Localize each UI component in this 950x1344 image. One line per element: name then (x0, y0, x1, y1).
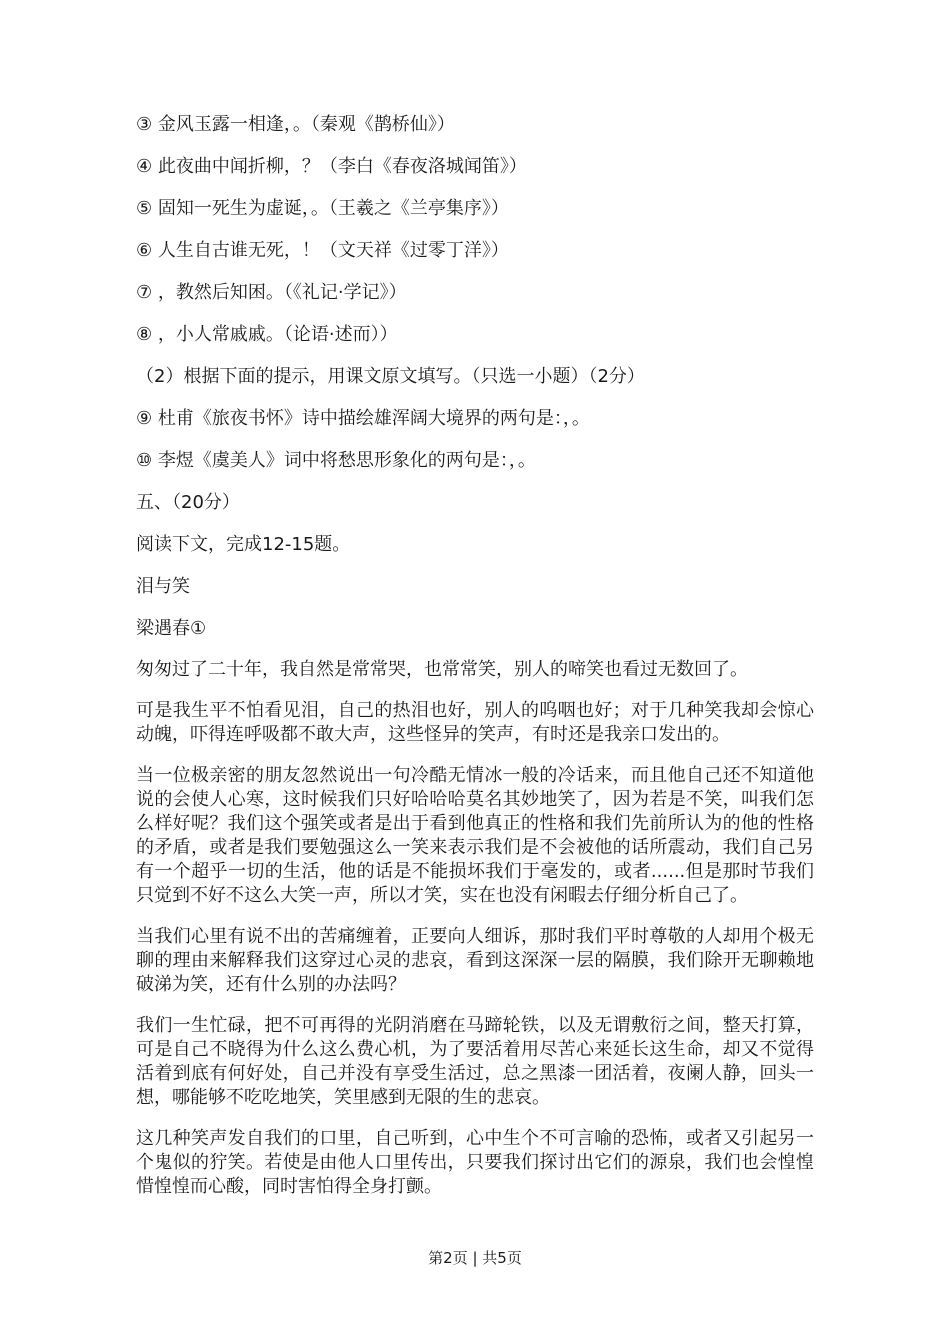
fill-item-9: ⑨ 杜甫《旅夜书怀》诗中描绘雄浑阔大境界的两句是：，。 (136, 408, 590, 429)
essay-paragraph-3: 当一位极亲密的朋友忽然说出一句冷酷无情冰一般的冷话来，而且他自己还不知道他说的会使人心寒，这时候我们只好哈哈哈莫名其妙地笑了，因为若是不笑，叫我们怎么样好呢？我们这个强笑或者是出于看到他真正的性格和我们先前所认为的他的性格的矛盾，或者是我们要勉强这么一笑来表示我们是不会被他的话所震动，我们自己另有一个超乎一切的生活，他的话是不能损坏我们于毫发的，或者......但是那时节我们只觉到不好不这么大笑一声，所以才笑，实在也没有闲暇去仔细分析自己了。 (136, 765, 814, 906)
essay-paragraph-4: 当我们心里有说不出的苦痛缠着，正要向人细诉，那时我们平时尊敬的人却用个极无聊的理由来解释我们这穿过心灵的悲哀，看到这深深一层的隔膜，我们除开无聊赖地破涕为笑，还有什么别的办法吗？ (136, 926, 814, 995)
fill-item-7: ⑦ ，教然后知困。（《礼记·学记》） (136, 282, 407, 303)
section-heading: 五、（20分） (136, 492, 240, 513)
page-footer: 第2页 | 共5页 (428, 1249, 522, 1267)
document-page (136, 112, 814, 1216)
fill-item-8: ⑧ ，小人常戚戚。（论语·述而）） (136, 324, 398, 345)
reading-instruction: 阅读下文，完成12-15题。 (136, 534, 351, 555)
fill-item-10: ⑩ 李煜《虞美人》词中将愁思形象化的两句是：，。 (136, 450, 536, 471)
essay-paragraph-1: 匆匆过了二十年，我自然是常常哭，也常常笑，别人的啼笑也看过无数回了。 (136, 659, 748, 680)
fill-item-3: ③ 金风玉露一相逢，。（秦观《鹊桥仙》） (136, 114, 455, 135)
question-2-instruction: （2）根据下面的提示，用课文原文填写。（只选一小题）（2分） (136, 366, 645, 387)
essay-author: 梁遇春① (136, 618, 207, 639)
essay-paragraph-5: 我们一生忙碌，把不可再得的光阴消磨在马蹄轮铁，以及无谓敷衍之间，整天打算，可是自己不晓得为什么这么费心机，为了要活着用尽苦心来延长这生命，却又不觉得活着到底有何好处，自己并没有享受生活过，总之黑漆一团活着，夜阑人静，回头一想，哪能够不吃吃地笑，笑里感到无限的生的悲哀。 (136, 1015, 814, 1108)
essay-paragraph-2: 可是我生平不怕看见泪，自己的热泪也好，别人的呜咽也好；对于几种笑我却会惊心动魄，吓得连呼吸都不敢大声，这些怪异的笑声，有时还是我亲口发出的。 (136, 700, 814, 745)
fill-item-5: ⑤ 固知一死生为虚诞，。（王羲之《兰亭集序》） (136, 198, 509, 219)
essay-paragraph-6: 这几种笑声发自我们的口里，自己听到，心中生个不可言喻的恐怖，或者又引起另一个鬼似的狞笑。若使是由他人口里传出，只要我们探讨出它们的源泉，我们也会惶惶惜惶惶而心酸，同时害怕得全身打颤。 (136, 1128, 814, 1197)
fill-item-6: ⑥ 人生自古谁无死，！（文天祥《过零丁洋》） (136, 240, 509, 261)
essay-title: 泪与笑 (136, 576, 190, 597)
fill-item-4: ④ 此夜曲中闻折柳，？（李白《春夜洛城闻笛》） (136, 156, 527, 177)
